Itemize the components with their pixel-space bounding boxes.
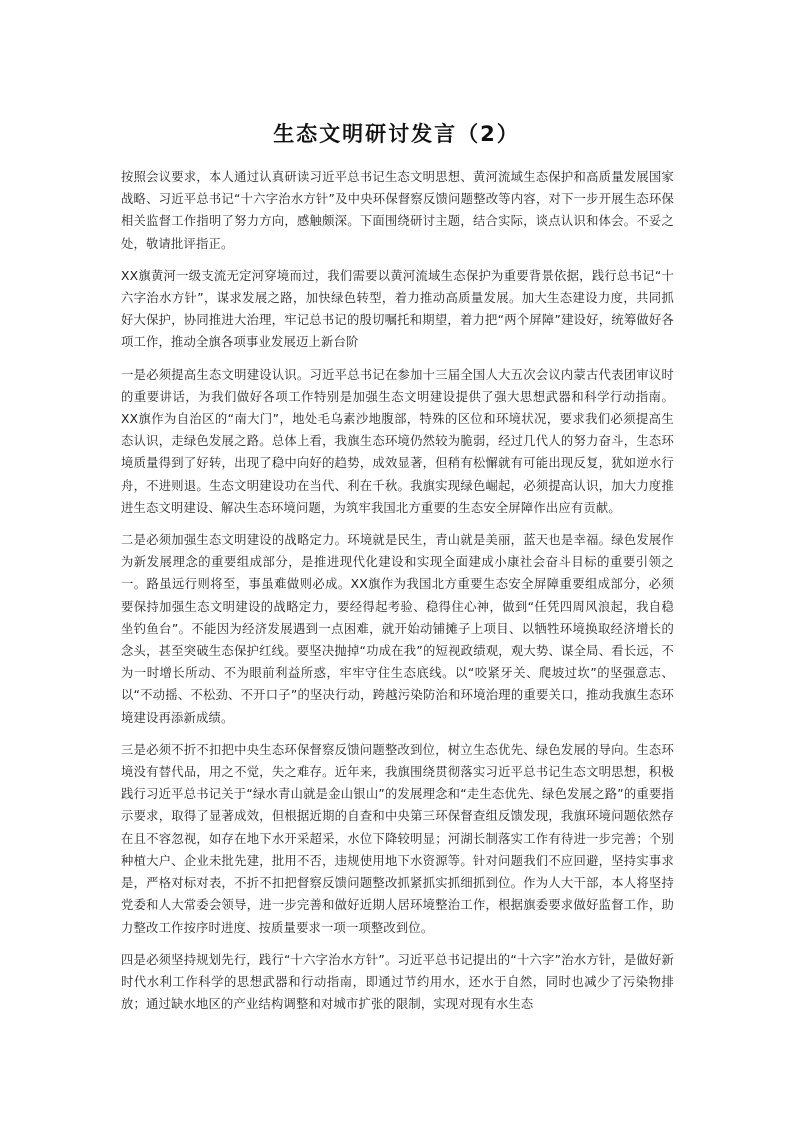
- paragraph-point-four: 四是必须坚持规划先行，践行“十六字治水方针”。习近平总书记提出的“十六字”治水方针，是做好新时代水利工作科学的思想武器和行动指南，即通过节约用水，还水于自然，同时也减少了污染物排放；通过缺水地区的产业结构调整和对城市扩张的限制，实现对现有水生态: [121, 952, 674, 1012]
- paragraph-point-three: 三是必须不折不扣把中央生态环保督察反馈问题整改到位，树立生态优先、绿色发展的导向。生态环境没有替代品，用之不觉，失之难存。近年来，我旗围绕贯彻落实习近平总书记生态文明思想，积极践行习近平总书记关于“绿水青山就是金山银山”的发展理念和“走生态优先、绿色发展之路”的重要指示要求，取得了显著成效，但根据近期的自查和中央第三环保督查组反馈发现，我旗环境问题依然存在且不容忽视，如存在地下水开采超采，水位下降较明显；河湖长制落实工作有待进一步完善；个别种植大户、企业未批先建，批用不否，违规使用地下水资源等。针对问题我们不应回避，坚持实事求是，严格对标对表，不折不扣把督察反馈问题整改抓紧抓实抓细抓到位。作为人大干部，本人将坚持党委和人大常委会领导，进一步完善和做好近期人居环境整治工作，根据旗委要求做好监督工作，助力整改工作按序时进度、按质量要求一项一项整改到位。: [121, 742, 674, 935]
- paragraph-point-one: 一是必须提高生态文明建设认识。习近平总书记在参加十三届全国人大五次会议内蒙古代表团审议时的重要讲话，为我们做好各项工作特别是加强生态文明建设提供了强大思想武器和科学行动指南。XX旗作为自治区的“南大门”，地处毛乌素沙地腹部，特殊的区位和环境状况，要求我们必须提高生态认识，走绿色发展之路。总体上看，我旗生态环境仍然较为脆弱，经过几代人的努力奋斗，生态环境质量得到了好转，出现了稳中向好的趋势，成效显著，但稍有松懈就有可能出现反复，犹如逆水行舟，不进则退。生态文明建设功在当代、利在千秋。我旗实现绿色崛起，必须提高认识，加大力度推进生态文明建设、解决生态环境问题，为筑牢我国北方重要的生态安全屏障作出应有贡献。: [121, 367, 674, 515]
- paragraph-intro: 按照会议要求，本人通过认真研读习近平总书记生态文明思想、黄河流域生态保护和高质量发展国家战略、习近平总书记“十六字治水方针”及中央环保督察反馈问题整改等内容，对下一步开展生态环保相关监督工作指明了努力方向，感触颇深。下面围绕研讨主题，结合实际，谈点认识和体会。不妥之处，敬请批评指正。: [121, 170, 674, 251]
- document-title: 生态文明研讨发言（2）: [273, 122, 520, 146]
- document-body: [121, 166, 674, 1025]
- paragraph-background: XX旗黄河一级支流无定河穿境而过，我们需要以黄河流域生态保护为重要背景依据，践行总书记“十六字治水方针”，谋求发展之路，加快绿色转型，着力推动高质量发展。加大生态建设力度，共同抓好大保护，协同推进大治理，牢记总书记的殷切嘱托和期望，着力把“两个屏障”建设好，统筹做好各项工作，推动全旗各项事业发展迈上新台阶: [121, 268, 674, 350]
- paragraph-point-two: 二是必须加强生态文明建设的战略定力。环境就是民生，青山就是美丽，蓝天也是幸福。绿色发展作为新发展理念的重要组成部分，是推进现代化建设和实现全面建成小康社会奋斗目标的重要引领之一。路虽远行则将至，事虽难做则必成。XX旗作为我国北方重要生态安全屏障重要组成部分，必须要保持加强生态文明建设的战略定力，要经得起考验、稳得住心神，做到“任凭四周风浪起，我自稳坐钓鱼台”。不能因为经济发展遇到一点困难，就开始动铺摊子上项目、以牺牲环境换取经济增长的念头，甚至突破生态保护红线。要坚决抛掉“功成在我”的短视政绩观，观大势、谋全局、看长远，不为一时增长所动、不为眼前利益所惑，牢牢守住生态底线。以“咬紧牙关、爬坡过坎”的坚强意志、以“不动摇、不松劲、不开口子”的坚决行动，跨越污染防治和环境治理的重要关口，推动我旗生态环境建设再添新成绩。: [121, 533, 674, 725]
